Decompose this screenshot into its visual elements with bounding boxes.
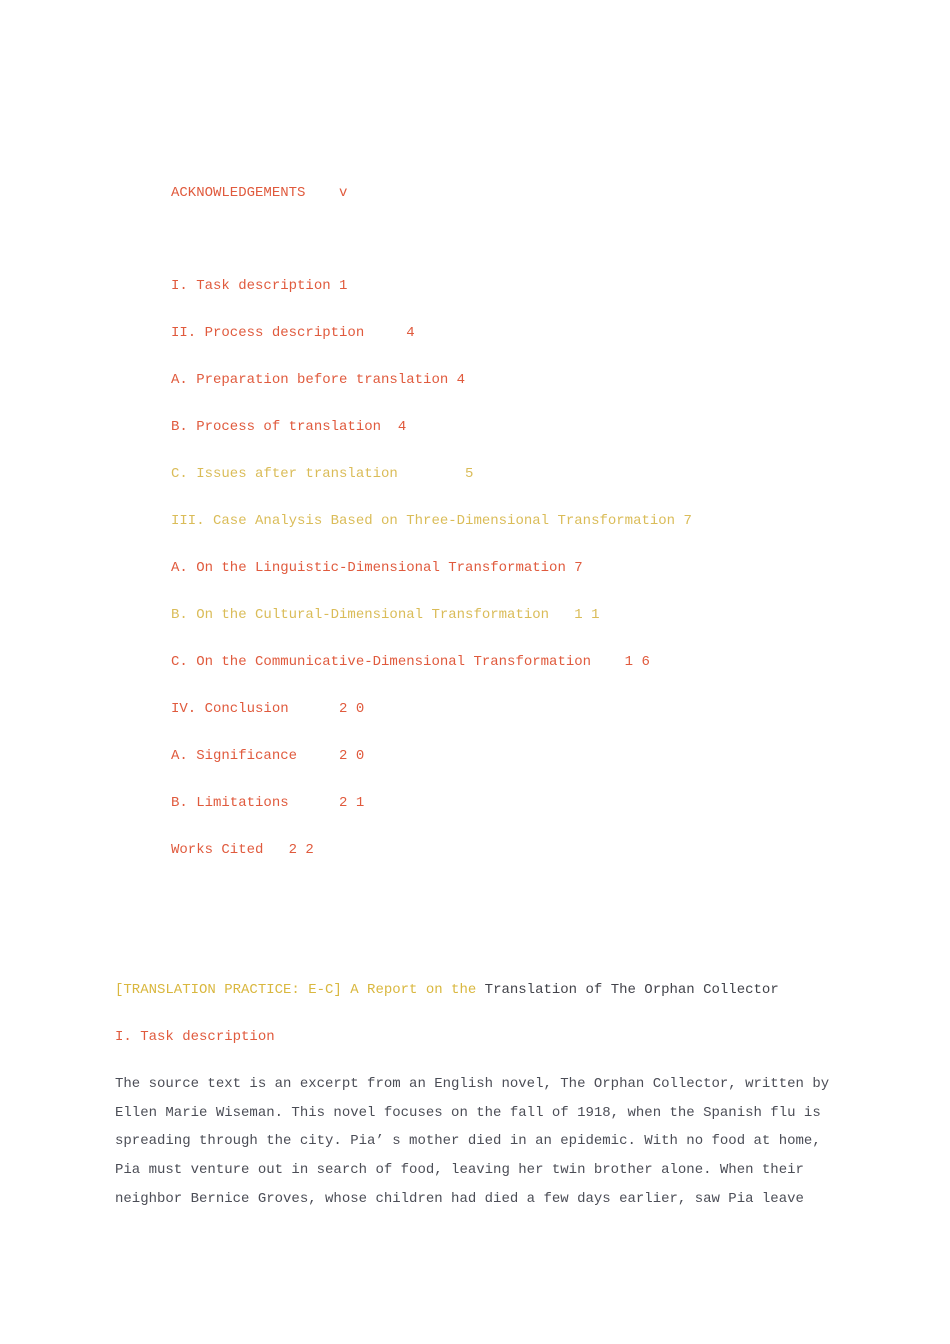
section-heading-task-description: I. Task description xyxy=(115,1029,275,1045)
body-paragraph xyxy=(115,1074,829,1217)
toc-entry-communicative-transformation: C. On the Communicative-Dimensional Transformation 1 6 xyxy=(171,654,650,670)
toc-entry-works-cited: Works Cited 2 2 xyxy=(171,842,314,858)
toc-entry-linguistic-transformation: A. On the Linguistic-Dimensional Transformation 7 xyxy=(171,560,583,576)
table-of-contents xyxy=(171,183,692,887)
report-title-tag: [TRANSLATION PRACTICE: E-C] A Report on the xyxy=(115,982,485,998)
toc-entry-issues-after-translation: C. Issues after translation 5 xyxy=(171,466,474,482)
toc-entry-limitations: B. Limitations 2 1 xyxy=(171,795,365,811)
body-line-5: neighbor Bernice Groves, whose children had died a few days earlier, saw Pia leave xyxy=(115,1190,804,1207)
toc-entry-cultural-transformation: B. On the Cultural-Dimensional Transformation 1 1 xyxy=(171,607,600,623)
toc-entry-process-description: II. Process description 4 xyxy=(171,325,415,341)
toc-entry-preparation-before-translation: A. Preparation before translation 4 xyxy=(171,372,466,388)
toc-entry-significance: A. Significance 2 0 xyxy=(171,748,365,764)
toc-entry-conclusion: IV. Conclusion 2 0 xyxy=(171,701,365,717)
body-line-4: Pia must venture out in search of food, leaving her twin brother alone. When their xyxy=(115,1162,804,1179)
toc-entry-case-analysis: III. Case Analysis Based on Three-Dimensional Transformation 7 xyxy=(171,513,692,529)
toc-spacer xyxy=(171,230,692,276)
body-line-3: spreading through the city. Pia’ s mother died in an epidemic. With no food at home, xyxy=(115,1133,821,1150)
body-line-1: The source text is an excerpt from an English novel, The Orphan Collector, written by xyxy=(115,1076,830,1092)
toc-entry-task-description: I. Task description 1 xyxy=(171,278,348,294)
toc-acknowledgements: ACKNOWLEDGEMENTS v xyxy=(171,185,348,201)
report-section xyxy=(115,980,829,1217)
report-title xyxy=(115,980,829,1027)
toc-entry-process-of-translation: B. Process of translation 4 xyxy=(171,419,407,435)
body-line-2: Ellen Marie Wiseman. This novel focuses on the fall of 1918, when the Spanish flu is xyxy=(115,1104,821,1121)
report-title-main: Translation of The Orphan Collector xyxy=(484,982,779,998)
